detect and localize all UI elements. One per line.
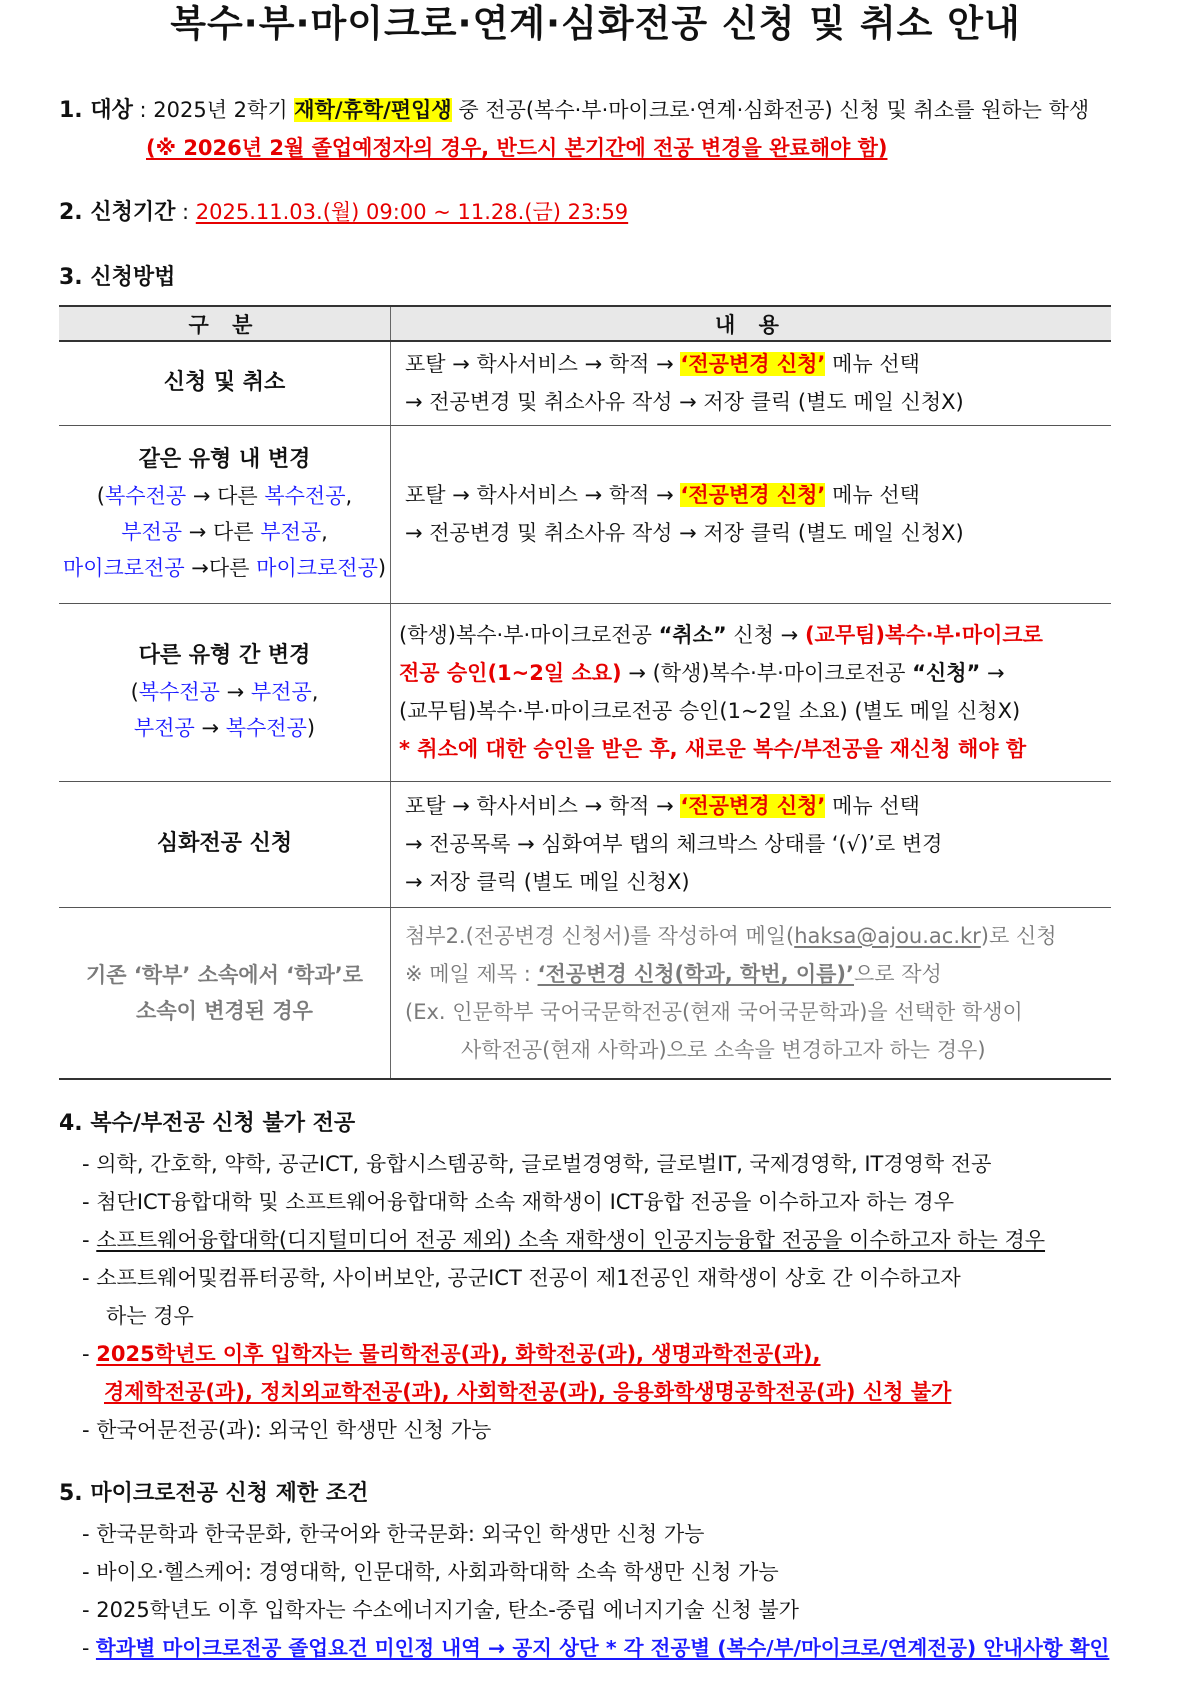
method-table xyxy=(59,305,1111,1080)
row-line: → 전공변경 및 취소사유 작성 → 저장 클릭 (별도 메일 신청X) xyxy=(405,390,964,415)
list-item: - 2025학년도 이후 입학자는 수소에너지기술, 탄소-중립 에너지기술 신청 불가 xyxy=(82,1598,799,1622)
list-item-continued: 하는 경우 xyxy=(106,1304,194,1328)
list-item: - 학과별 마이크로전공 졸업요건 미인정 내역 → 공지 상단 * 각 전공별 (복수/부/마이크로/연계전공) 안내사항 확인 xyxy=(82,1636,1110,1660)
page-title: 복수·부·마이크로·연계·심화전공 신청 및 취소 안내 xyxy=(170,2,1021,45)
list-item: - 첨단ICT융합대학 및 소프트웨어융합대학 소속 재학생이 ICT융합 전공을 이수하고자 하는 경우 xyxy=(82,1190,954,1214)
target-highlight: 재학/휴학/편입생 xyxy=(294,98,452,122)
list-item: - 한국어문전공(과): 외국인 학생만 신청 가능 xyxy=(82,1418,492,1442)
menu-highlight: ‘전공변경 신청’ xyxy=(680,794,826,818)
table-row xyxy=(59,425,1111,603)
table-header xyxy=(59,306,1111,341)
row-category-detail: (복수전공 → 다른 복수전공, xyxy=(96,484,353,508)
list-item-continued: 경제학전공(과), 정치외교학전공(과), 사회학전공(과), 응용화학생명공학전공(과) 신청 불가 xyxy=(104,1380,952,1404)
row-category: 신청 및 취소 xyxy=(163,370,286,396)
table-row xyxy=(59,907,1111,1079)
row-line: 포탈 → 학사서비스 → 학적 → ‘전공변경 신청’ 메뉴 선택 xyxy=(405,483,920,507)
list-item: - 한국문학과 한국문화, 한국어와 한국문화: 외국인 학생만 신청 가능 xyxy=(82,1522,705,1546)
section-4-label: 4. 복수/부전공 신청 불가 전공 xyxy=(59,1111,356,1136)
row-line: → 저장 클릭 (별도 메일 신청X) xyxy=(405,870,690,894)
section-1-target: 1. 대상 : 2025년 2학기 재학/휴학/편입생 중 전공(복수·부·마이크로·연계·심화전공) 신청 및 취소를 원하는 학생 xyxy=(59,98,1090,123)
row-category-detail: 부전공 → 복수전공) xyxy=(133,716,316,740)
list-item: - 의학, 간호학, 약학, 공군ICT, 융합시스템공학, 글로벌경영학, 글로벌IT, 국제경영학, IT경영학 전공 xyxy=(82,1152,992,1176)
row-line: 포탈 → 학사서비스 → 학적 → ‘전공변경 신청’ 메뉴 선택 xyxy=(405,794,920,818)
row-line: 전공 승인(1~2일 소요) → (학생)복수·부·마이크로전공 “신청” → xyxy=(399,661,1005,685)
list-item: - 바이오·헬스케어: 경영대학, 인문대학, 사회과학대학 소속 학생만 신청 가능 xyxy=(82,1560,779,1584)
list-item: - 소프트웨어융합대학(디지털미디어 전공 제외) 소속 재학생이 인공지능융합 전공을 이수하고자 하는 경우 xyxy=(82,1228,1046,1252)
section-1-note: (※ 2026년 2월 졸업예정자의 경우, 반드시 본기간에 전공 변경을 완료해야 함) xyxy=(146,136,888,160)
section-1-label: 1. 대상 xyxy=(59,98,133,123)
row-line: 첨부2.(전공변경 신청서)를 작성하여 메일(haksa@ajou.ac.kr)로 신청 xyxy=(405,923,1057,948)
row-category: 심화전공 신청 xyxy=(156,831,293,856)
section-3-label: 3. 신청방법 xyxy=(59,265,176,290)
row-category-detail: 마이크로전공 →다른 마이크로전공) xyxy=(62,556,387,580)
row-warning: * 취소에 대한 승인을 받은 후, 새로운 복수/부전공을 재신청 해야 함 xyxy=(399,737,1027,761)
row-line: → 전공목록 → 심화여부 탭의 체크박스 상태를 ‘(√)’로 변경 xyxy=(405,832,943,856)
table-row xyxy=(59,781,1111,907)
menu-highlight: ‘전공변경 신청’ xyxy=(680,483,826,507)
row-category-detail: 부전공 → 다른 부전공, xyxy=(121,520,328,544)
row-line: (Ex. 인문학부 국어국문학전공(현재 국어국문학과)을 선택한 학생이 xyxy=(405,999,1023,1024)
section-5-label: 5. 마이크로전공 신청 제한 조건 xyxy=(59,1481,369,1506)
list-item: - 2025학년도 이후 입학자는 물리학전공(과), 화학전공(과), 생명과학전공(과), xyxy=(82,1342,821,1366)
section-2-period: 2. 신청기간 : 2025.11.03.(월) 09:00 ~ 11.28.(금) 23:59 xyxy=(59,200,629,225)
row-line: ※ 메일 제목 : ‘전공변경 신청(학과, 학번, 이름)’으로 작성 xyxy=(405,961,942,986)
application-period: 2025.11.03.(월) 09:00 ~ 11.28.(금) 23:59 xyxy=(195,200,629,224)
header-category: 구 분 xyxy=(59,306,391,341)
header-content: 내 용 xyxy=(391,306,1112,341)
section-2-label: 2. 신청기간 xyxy=(59,200,176,225)
row-line: (교무팀)복수·부·마이크로전공 승인(1~2일 소요) (별도 메일 신청X) xyxy=(399,699,1021,723)
list-item: - 소프트웨어및컴퓨터공학, 사이버보안, 공군ICT 전공이 제1전공인 재학생이 상호 간 이수하고자 xyxy=(82,1266,961,1290)
row-category: 소속이 변경된 경우 xyxy=(136,998,313,1023)
row-line: → 전공변경 및 취소사유 작성 → 저장 클릭 (별도 메일 신청X) xyxy=(405,521,964,545)
email-link[interactable]: haksa@ajou.ac.kr xyxy=(794,923,981,948)
row-line: (학생)복수·부·마이크로전공 “취소” 신청 → (교무팀)복수·부·마이크로 xyxy=(399,623,1043,647)
menu-highlight: ‘전공변경 신청’ xyxy=(680,352,826,377)
row-category: 다른 유형 간 변경 xyxy=(138,643,311,668)
table-row xyxy=(59,603,1111,781)
row-line: 사학전공(현재 사학과)으로 소속을 변경하고자 하는 경우) xyxy=(461,1037,986,1062)
notice-link[interactable]: 학과별 마이크로전공 졸업요건 미인정 내역 → 공지 상단 * 각 전공별 (복수/부/마이크로/연계전공) 안내사항 확인 xyxy=(95,1636,1110,1660)
row-category-detail: (복수전공 → 부전공, xyxy=(130,680,319,704)
row-category: 기존 ‘학부’ 소속에서 ‘학과’로 xyxy=(86,962,363,987)
row-line: 포탈 → 학사서비스 → 학적 → ‘전공변경 신청’ 메뉴 선택 xyxy=(405,352,920,377)
table-row xyxy=(59,341,1111,425)
row-category: 같은 유형 내 변경 xyxy=(138,447,311,472)
